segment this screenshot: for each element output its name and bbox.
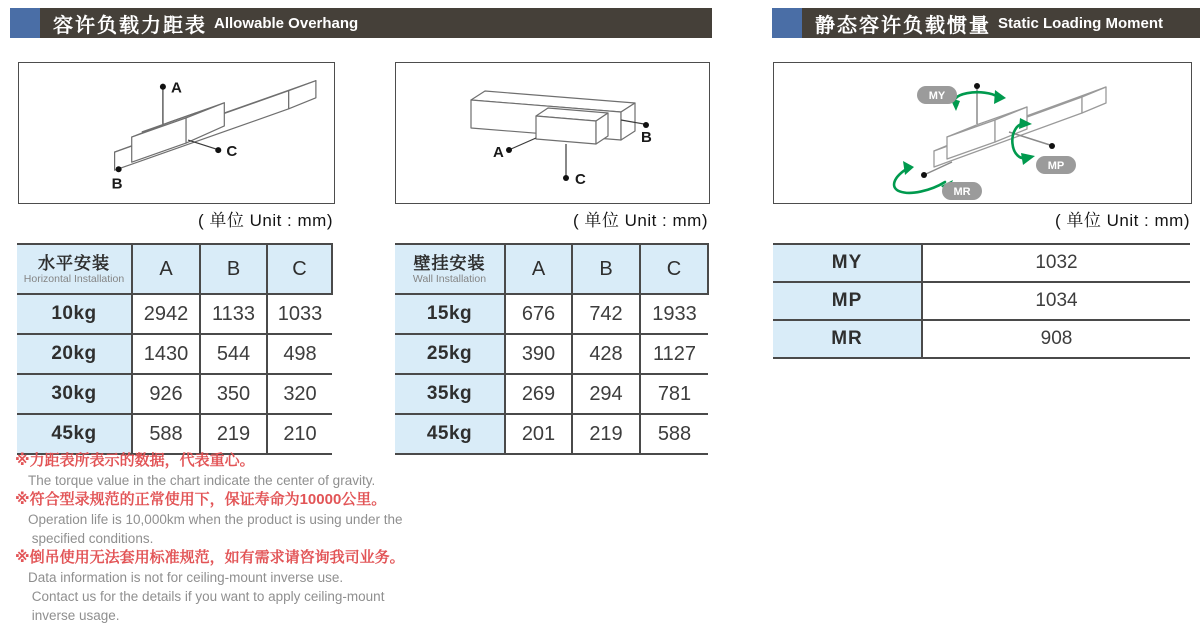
value-cell: 498 <box>267 334 332 374</box>
load-cell: 45kg <box>17 414 132 454</box>
table-header-row <box>395 244 708 294</box>
svg-text:MR: MR <box>953 186 971 198</box>
rail-isometric-drawing <box>396 63 709 203</box>
mr-axis-dot <box>921 172 927 178</box>
header-accent-square <box>10 8 40 38</box>
note-en: specified conditions. <box>28 531 154 546</box>
diagram-horizontal-installation <box>18 62 335 204</box>
column-header-a: A <box>505 244 572 294</box>
moment-value-cell: 1034 <box>922 282 1190 320</box>
load-cell: 20kg <box>17 334 132 374</box>
moment-label-cell: MP <box>773 282 922 320</box>
column-header-b: B <box>200 244 267 294</box>
table-row <box>773 320 1190 358</box>
value-cell: 1033 <box>267 294 332 334</box>
value-cell: 1127 <box>640 334 708 374</box>
load-cell: 15kg <box>395 294 505 334</box>
value-cell: 1933 <box>640 294 708 334</box>
column-header-b: B <box>572 244 640 294</box>
point-c-dot <box>563 175 569 181</box>
note-en: Data information is not for ceiling-mount inverse use. <box>28 570 344 585</box>
footnotes <box>15 451 515 625</box>
point-a-dot <box>506 147 512 153</box>
value-cell: 588 <box>640 414 708 454</box>
value-cell: 926 <box>132 374 200 414</box>
point-c-dot <box>215 147 221 153</box>
value-cell: 201 <box>505 414 572 454</box>
section-title-en: Static Loading Moment <box>998 14 1163 32</box>
section-title-cn: 静态容许负载惯量 <box>815 14 991 37</box>
value-cell: 269 <box>505 374 572 414</box>
table-row <box>17 374 332 414</box>
value-cell: 390 <box>505 334 572 374</box>
table-horizontal-installation <box>17 243 333 455</box>
rail-isometric-drawing <box>19 63 334 203</box>
note-cn: ※符合型录规范的正常使用下，保证寿命为10000公里。 <box>15 491 387 508</box>
value-cell: 742 <box>572 294 640 334</box>
point-b-label: B <box>641 129 652 146</box>
table-row <box>17 414 332 454</box>
point-b-label: B <box>111 175 123 193</box>
section-title-en: Allowable Overhang <box>214 14 359 32</box>
moment-label-cell: MY <box>773 244 922 282</box>
svg-text:MP: MP <box>1047 160 1065 172</box>
point-c-label: C <box>226 143 238 161</box>
point-a-label: A <box>493 144 504 161</box>
value-cell: 781 <box>640 374 708 414</box>
my-axis-dot <box>974 83 980 89</box>
value-cell: 1133 <box>200 294 267 334</box>
load-cell: 35kg <box>395 374 505 414</box>
table-header-row <box>17 244 332 294</box>
note-en: The torque value in the chart indicate the center of gravity. <box>28 473 376 488</box>
column-header-c: C <box>640 244 708 294</box>
value-cell: 588 <box>132 414 200 454</box>
table-static-loading-moment <box>773 243 1190 359</box>
moment-value-cell: 908 <box>922 320 1190 358</box>
table-row <box>395 374 708 414</box>
mp-axis-dot <box>1049 143 1055 149</box>
table-title-cn: 水平安装 <box>38 253 110 273</box>
table-row <box>395 294 708 334</box>
diagram-wall-installation <box>395 62 710 204</box>
value-cell: 350 <box>200 374 267 414</box>
unit-note: ( 单位 Unit : mm) <box>573 211 708 230</box>
note-cn: ※力距表所表示的数据，代表重心。 <box>15 452 255 469</box>
header-accent-square <box>772 8 802 38</box>
my-rotation-arrow <box>954 92 998 105</box>
table-title-en: Horizontal Installation <box>23 272 125 285</box>
table-row <box>395 414 708 454</box>
value-cell: 1430 <box>132 334 200 374</box>
value-cell: 676 <box>505 294 572 334</box>
column-header-c: C <box>267 244 332 294</box>
table-title-cell <box>17 244 132 294</box>
moment-value-cell: 1032 <box>922 244 1190 282</box>
mr-badge <box>942 182 982 200</box>
note-cn: ※倒吊使用无法套用标准规范，如有需求请咨询我司业务。 <box>15 549 405 566</box>
section-header-static-loading-moment <box>772 8 1200 38</box>
point-c-label: C <box>575 171 586 188</box>
value-cell: 2942 <box>132 294 200 334</box>
point-b-dot <box>643 122 649 128</box>
table-title-en: Wall Installation <box>412 272 487 285</box>
diagram-static-loading-moment <box>773 62 1192 204</box>
value-cell: 294 <box>572 374 640 414</box>
load-cell: 45kg <box>395 414 505 454</box>
rail-moment-drawing <box>774 63 1191 203</box>
table-row <box>17 334 332 374</box>
point-a-label: A <box>170 79 182 97</box>
value-cell: 219 <box>200 414 267 454</box>
my-badge <box>917 86 957 104</box>
load-cell: 25kg <box>395 334 505 374</box>
section-title-cn: 容许负载力距表 <box>53 14 207 37</box>
value-cell: 219 <box>572 414 640 454</box>
value-cell: 544 <box>200 334 267 374</box>
moment-label-cell: MR <box>773 320 922 358</box>
unit-note: ( 单位 Unit : mm) <box>198 211 333 230</box>
value-cell: 428 <box>572 334 640 374</box>
load-cell: 10kg <box>17 294 132 334</box>
table-row <box>17 294 332 334</box>
point-b-dot <box>116 166 122 172</box>
svg-text:MY: MY <box>928 90 946 102</box>
table-row <box>773 282 1190 320</box>
load-cell: 30kg <box>17 374 132 414</box>
table-row <box>773 244 1190 282</box>
table-title-cell <box>395 244 505 294</box>
note-en: Operation life is 10,000km when the product is using under the <box>28 512 403 527</box>
point-a-dot <box>160 84 166 90</box>
value-cell: 210 <box>267 414 332 454</box>
column-header-a: A <box>132 244 200 294</box>
mp-badge <box>1036 156 1076 174</box>
value-cell: 320 <box>267 374 332 414</box>
note-en: Contact us for the details if you want to apply ceiling-mount <box>28 589 385 604</box>
note-en: inverse usage. <box>28 608 120 623</box>
table-title-cn: 壁挂安装 <box>413 253 486 273</box>
unit-note: ( 单位 Unit : mm) <box>1055 211 1190 230</box>
mr-rotation-arrow <box>894 168 945 193</box>
section-header-allowable-overhang <box>10 8 712 38</box>
table-wall-installation <box>395 243 709 455</box>
table-row <box>395 334 708 374</box>
